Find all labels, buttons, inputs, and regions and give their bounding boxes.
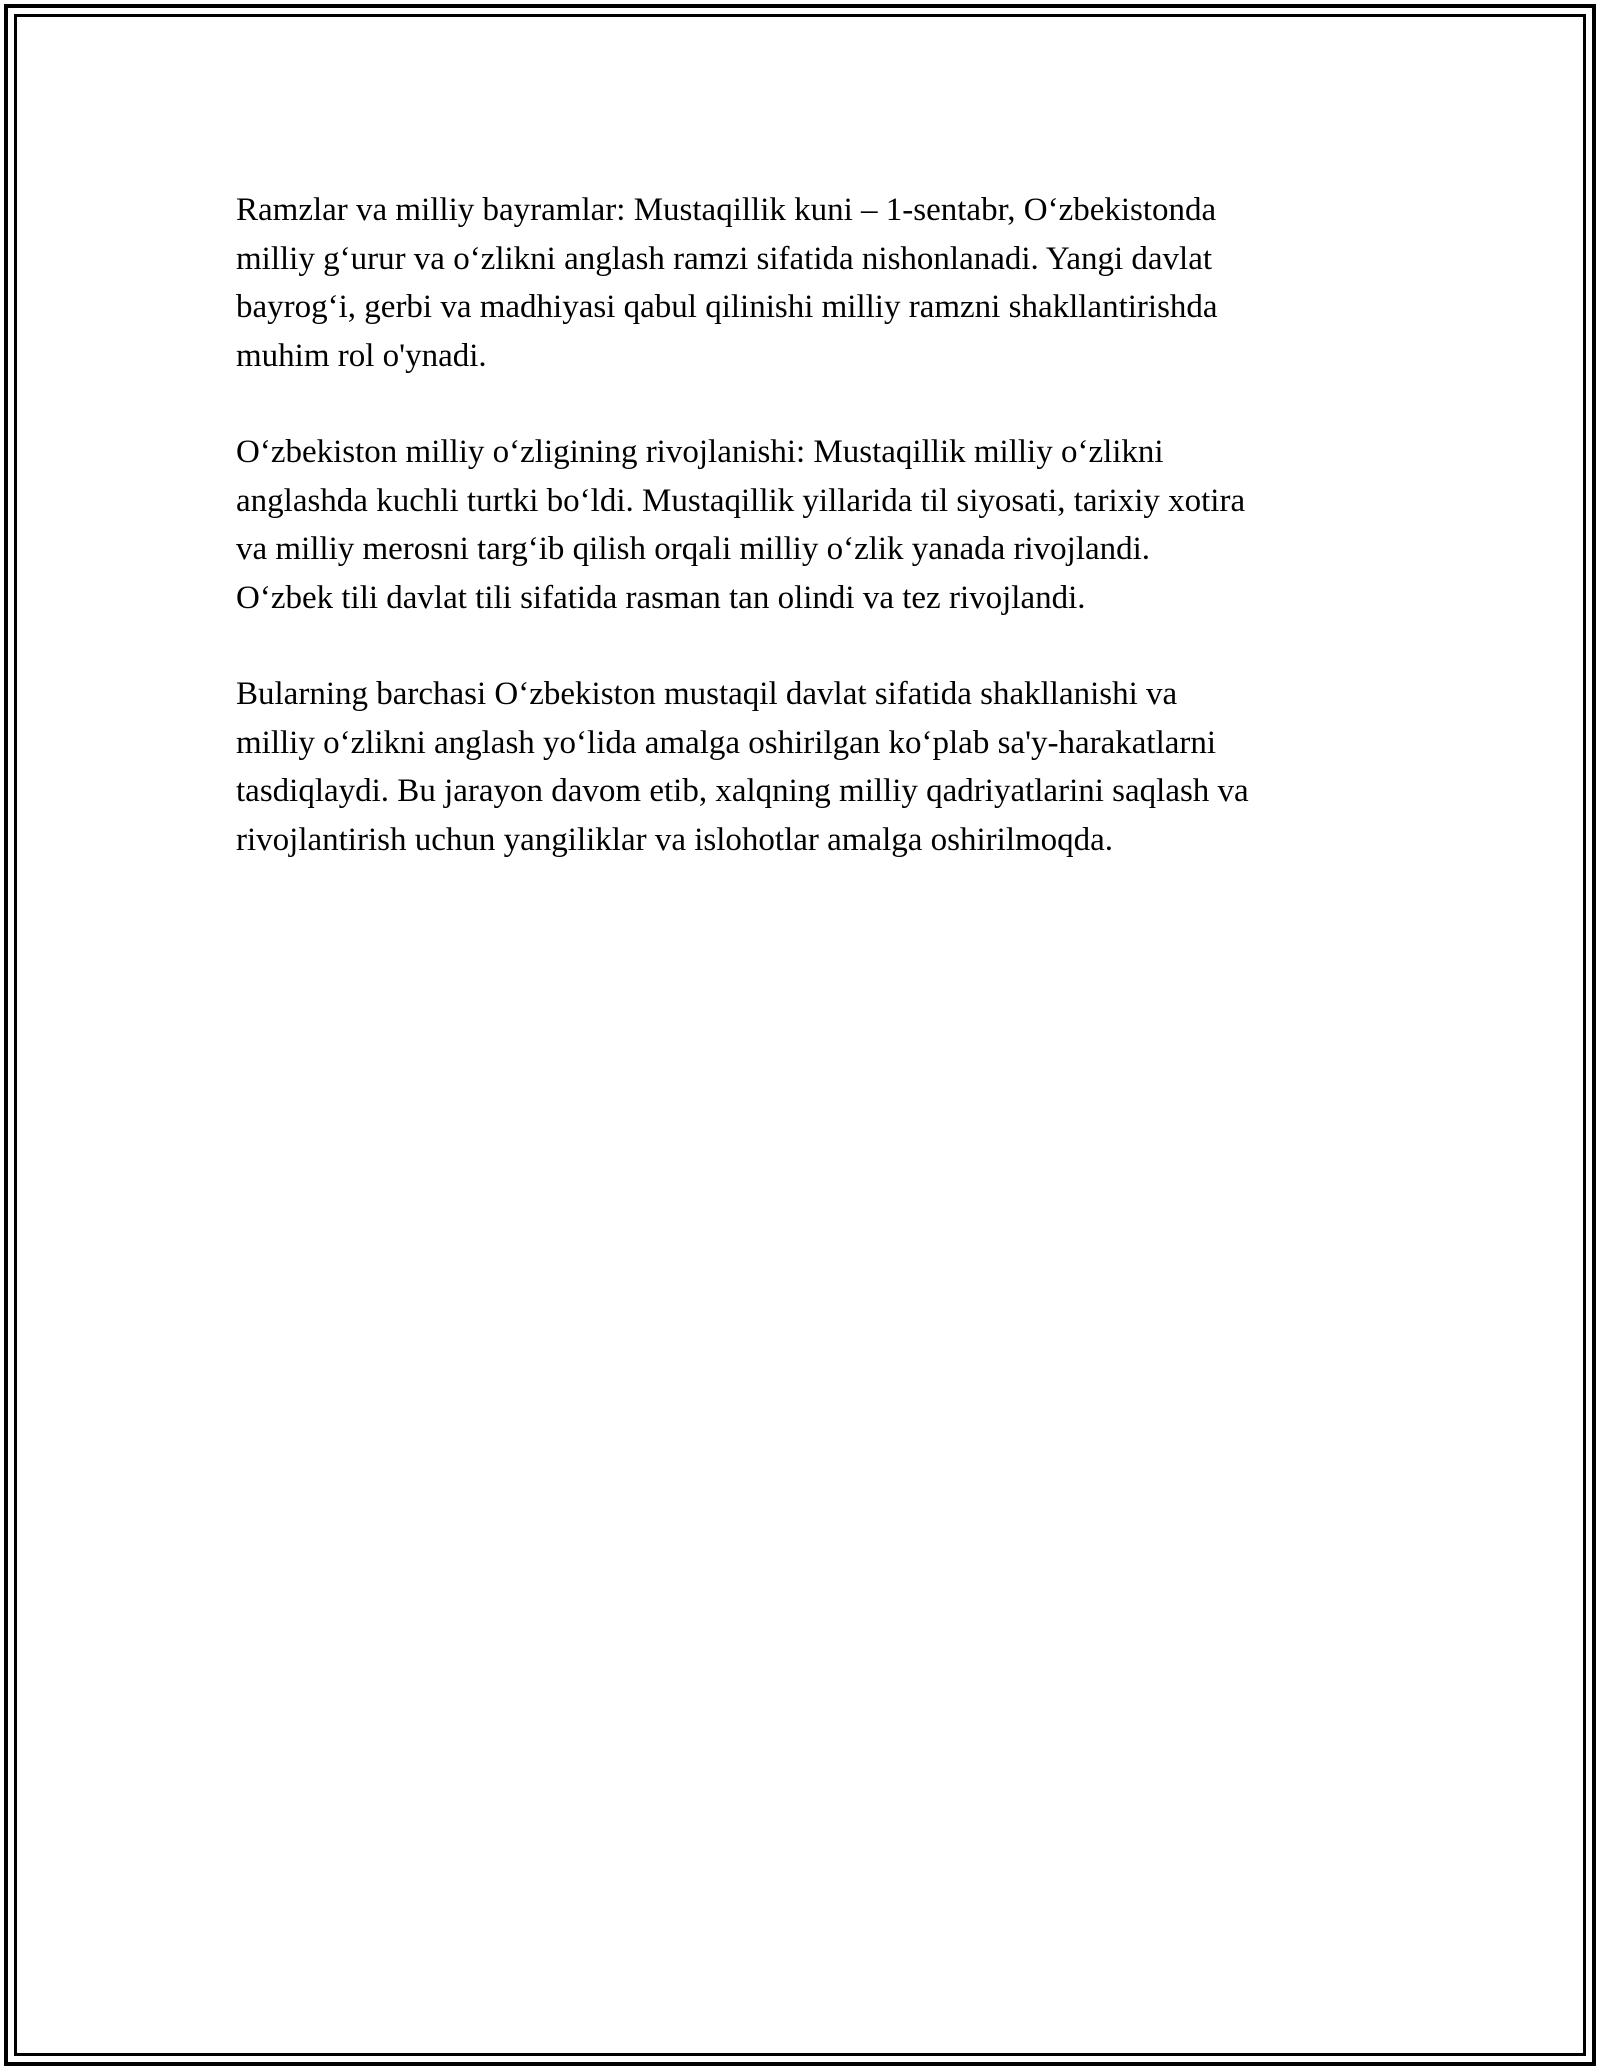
paragraph-national-identity: O‘zbekiston milliy o‘zligining rivojlanishi: Mustaqillik milliy o‘zlikni anglashda kuchli turtki bo‘ldi. Mustaqillik yillarida til siyosati, tarixiy xotira va milliy merosni targ‘ib qilish orqali milliy o‘zlik yanada rivojlandi. O‘zbek tili davlat tili sifatida rasman tan olindi va tez rivojlandi. [236, 434, 1246, 616]
document-body [236, 186, 1376, 912]
paragraph-national-symbols: Ramzlar va milliy bayramlar: Mustaqillik kuni – 1-sentabr, O‘zbekistonda milliy g‘urur va o‘zlikni anglash ramzi sifatida nishonlanadi. Yangi davlat bayrog‘i, gerbi va madhiyasi qabul qilinishi milliy ramzni shakllantirishda muhim rol o'ynadi. [236, 192, 1218, 374]
paragraph-conclusion: Bularning barchasi O‘zbekiston mustaqil davlat sifatida shakllanishi va milliy o‘zlikni anglash yo‘lida amalga oshirilgan ko‘plab sa'y-harakatlarni tasdiqlaydi. Bu jarayon davom etib, xalqning milliy qadriyatlarini saqlash va rivojlantirish uchun yangiliklar va islohotlar amalga oshirilmoqda. [236, 676, 1249, 858]
